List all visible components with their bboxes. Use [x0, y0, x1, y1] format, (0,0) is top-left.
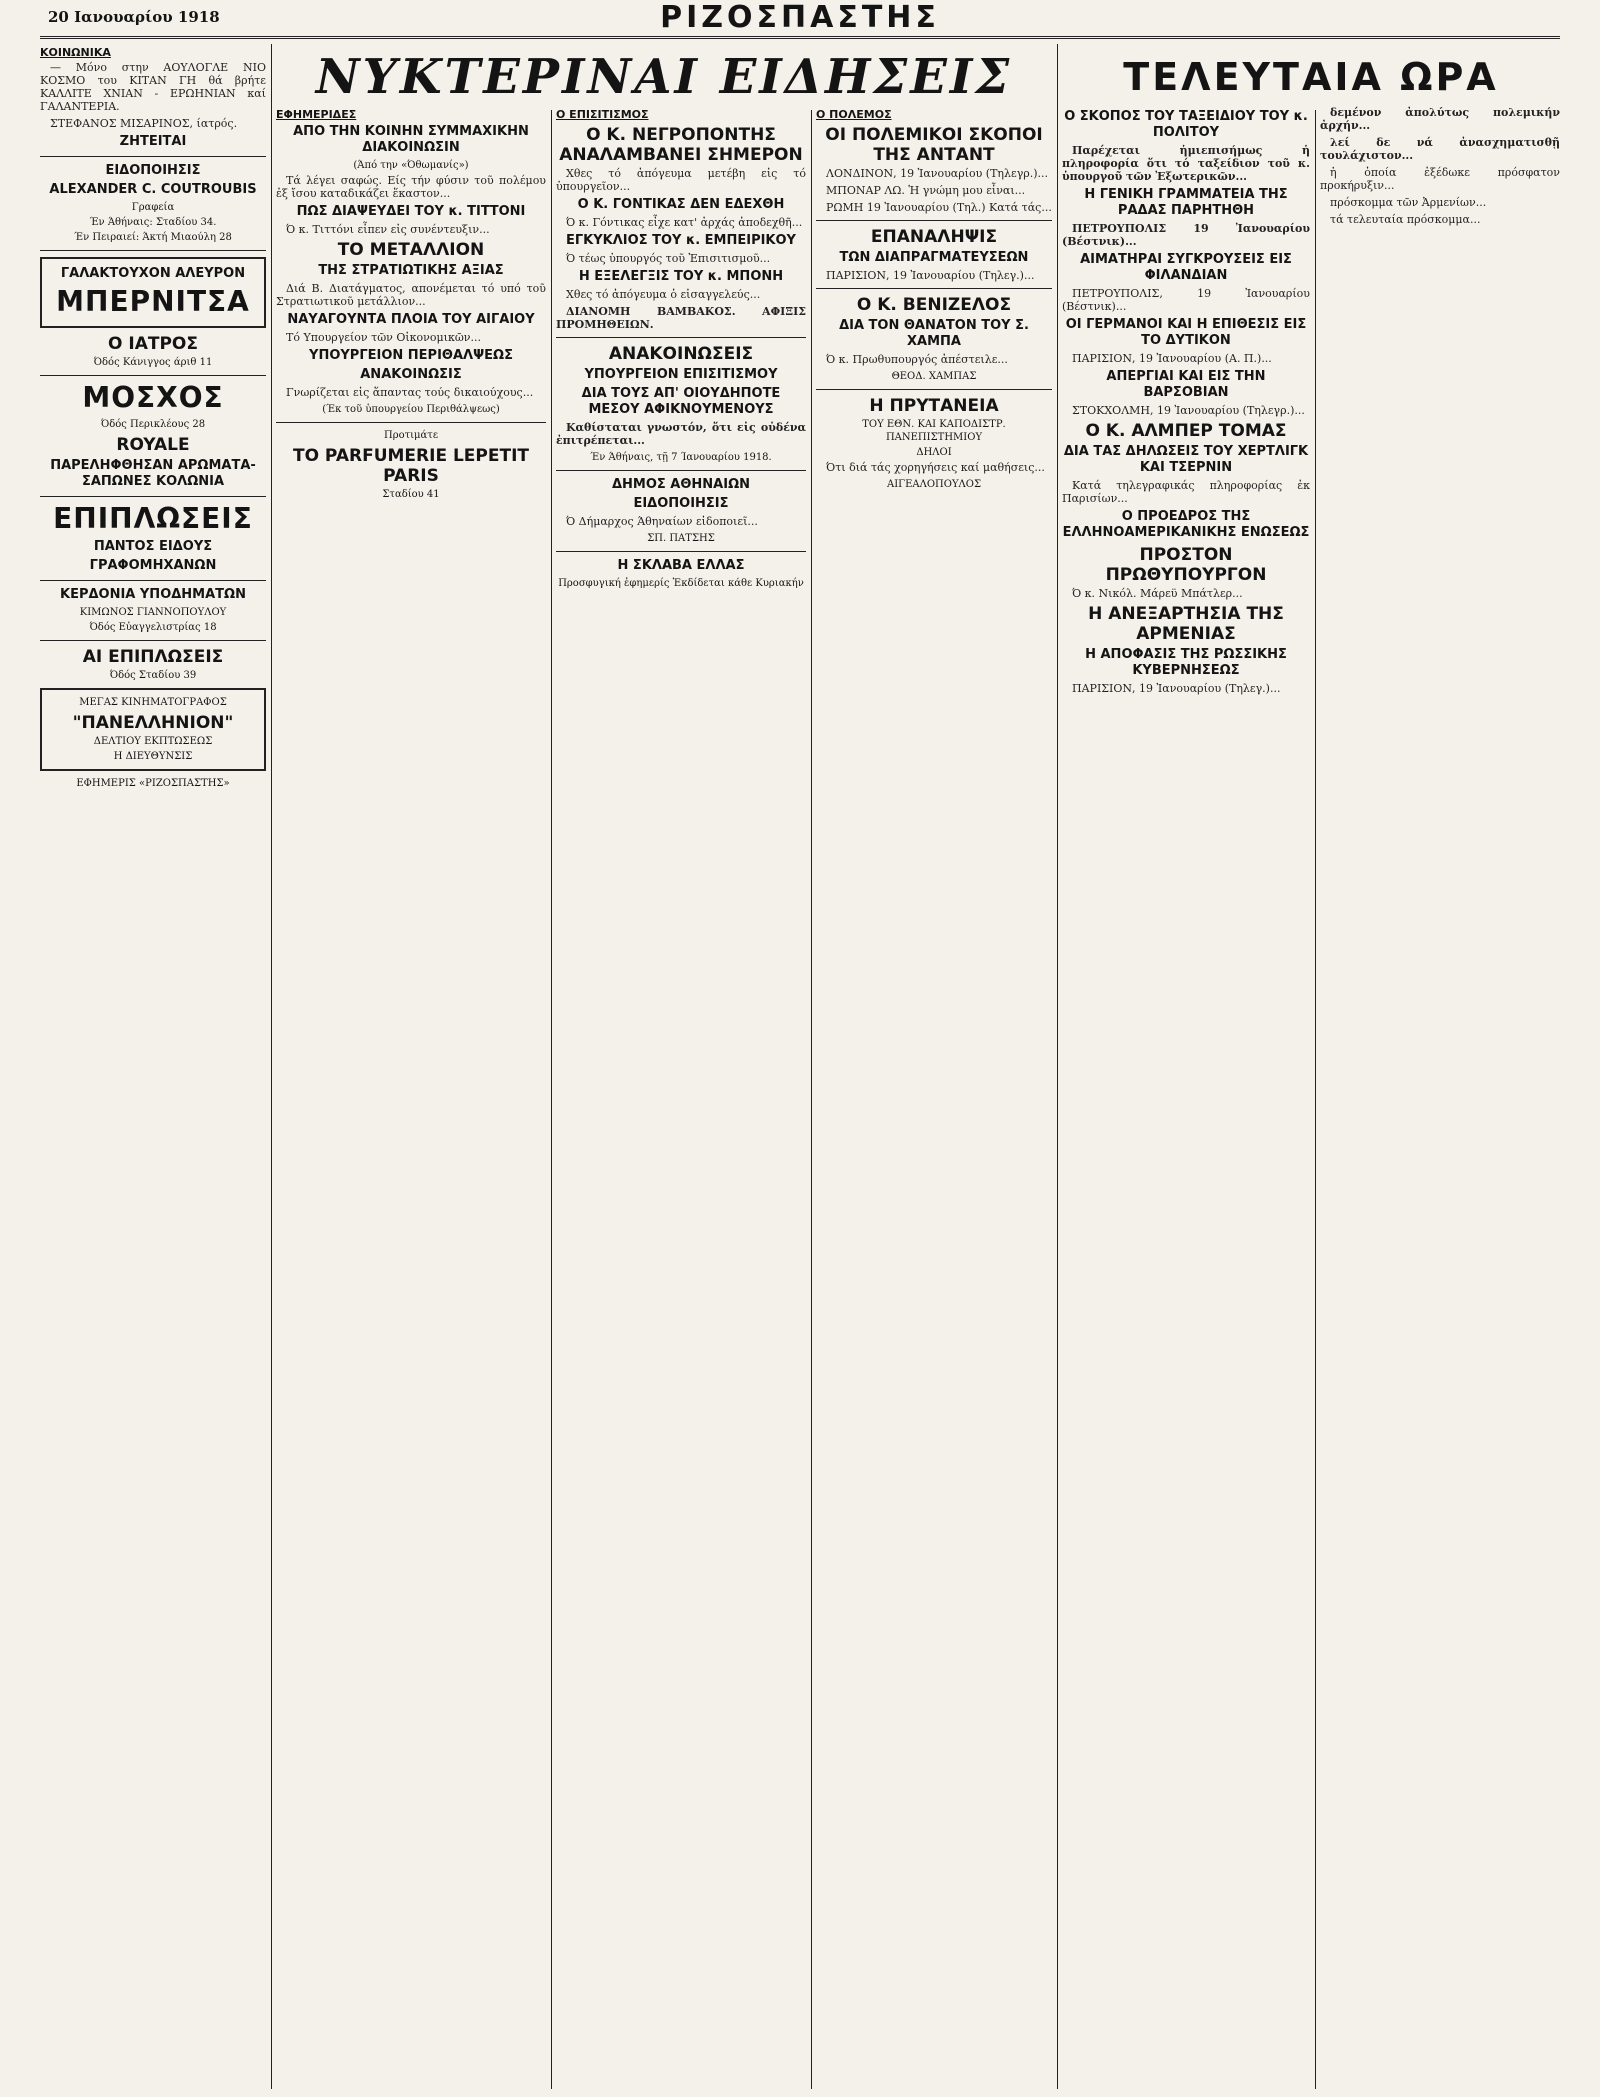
divider [816, 288, 1052, 289]
mayor-signature: ΣΠ. ΠΑΤΣΗΣ [647, 533, 715, 544]
shoes-ad-address: Όδός Εὐαγγελιστρίας 18 [89, 622, 217, 633]
medal-subheading: ΤΗΣ ΣΤΡΑΤΙΩΤΙΚΗΣ ΑΞΙΑΣ [318, 263, 504, 278]
warsaw-strikes-text: ΣΤΟΚΧΟΛΜΗ, 19 Ἰανουαρίου (Τηλεγρ.)... [1072, 404, 1305, 417]
boni-text: Χθες τό ἀπόγευμα ὁ εἰσαγγελεύς... [566, 288, 761, 301]
greek-american-heading: Ο ΠΡΟΕΔΡΟΣ ΤΗΣ ΕΛΛΗΝΟΑΜΕΡΙΚΑΝΙΚΗΣ ΕΝΩΣΕΩΣ [1062, 509, 1310, 540]
shoes-ad: ΚΕΡΔΟΝΙΑ ΥΠΟΔΗΜΑΤΩΝ [60, 587, 246, 602]
politis-trip-text: Παρέχεται ἡμιεπισήμως ἡ πληροφορία ὅτι τό ταξείδιον τοῦ κ. ὑπουργοῦ τῶν Ἐξωτερικῶν... [1062, 144, 1310, 183]
entente-aims-text: ΛΟΝΔΙΝΟΝ, 19 Ἰανουαρίου (Τηλεγρ.)... [826, 167, 1049, 180]
negotiations-heading: ΕΠΑΝΑΛΗΨΙΣ [870, 227, 998, 247]
supply-kicker: Ο ΕΠΙΣΙΤΙΣΜΟΣ [556, 108, 649, 121]
venizelos-text: Ό κ. Πρωθυπουργός ἀπέστειλε... [826, 353, 1008, 366]
armenia-sub: Η ΑΠΟΦΑΣΙΣ ΤΗΣ ΡΩΣΣΙΚΗΣ ΚΥΒΕΡΝΗΣΕΩΣ [1085, 647, 1287, 678]
papers-kicker: ΕΦΗΜΕΡΙΔΕΣ [276, 108, 357, 121]
entente-aims-heading: ΟΙ ΠΟΛΕΜΙΚΟΙ ΣΚΟΠΟΙ ΤΗΣ ΑΝΤΑΝΤ [825, 125, 1043, 165]
rectorate-sub2: ΔΗΛΟΙ [916, 447, 952, 458]
politis-trip-heading: Ο ΣΚΟΠΟΣ ΤΟΥ ΤΑΞΕΙΔΙΟΥ ΤΟΥ κ. ΠΟΛΙΤΟΥ [1064, 109, 1308, 140]
allied-note-text: Τά λέγει σαφώς. Είς τήν φύσιν τοῦ πολέμου ἐξ ἴσου καταδικάζει ἕκαστον... [276, 174, 546, 200]
ships-heading: ΝΑΥΑΓΟΥΝΤΑ ΠΛΟΙΑ ΤΟΥ ΑΙΓΑΙΟΥ [287, 312, 535, 327]
furniture-ad-sub: ΠΑΝΤΟΣ ΕΙΔΟΥΣ [93, 539, 213, 554]
continued-text: λεί δε νά ἀνασχηματισθῇ τουλάχιστον... [1320, 136, 1560, 162]
milk-ad-name: ΜΠΕΡΝΙΤΣΑ [56, 285, 250, 318]
rectorate-sub: ΤΟΥ ΕΘΝ. ΚΑΙ ΚΑΠΟΔΙΣΤΡ. ΠΑΝΕΠΙΣΤΗΜΙΟΥ [862, 419, 1006, 443]
announcements-heading: ΑΝΑΚΟΙΝΩΣΕΙΣ [608, 344, 754, 364]
slave-greece-sub: Προσφυγική ἐφημερίς Ἐκδίδεται κάθε Κυριακήν [558, 578, 804, 589]
boni-heading: Η ΕΞΕΛΕΓΞΙΣ ΤΟΥ κ. ΜΠΟΝΗ [578, 269, 784, 284]
newspaper-name: ΡΙΖΟΣΠΑΣΤΗΣ [660, 0, 940, 35]
rectorate-heading: Η ΠΡΥΤΑΝΕΙΑ [869, 396, 999, 416]
champas-signature: ΘΕΟΔ. ΧΑΜΠΑΣ [891, 371, 977, 382]
last-hour-banner: ΤΕΛΕΥΤΑΙΑ ΩΡΑ [1123, 55, 1499, 99]
rada-heading: Η ΓΕΝΙΚΗ ΓΡΑΜΜΑΤΕΙΑ ΤΗΣ ΡΑΔΑΣ ΠΑΡΗΤΗΘΗ [1084, 187, 1288, 218]
column-divider [271, 44, 272, 2089]
social-item: — Μόνο στην ΑΟΥΛΟΓΛΕ ΝΙΟ ΚΟΣΜΟ του ΚΙΤΑΝ ΓΗ θά βρήτε ΚΑΛΛΙΤΕ ΧΝΙΑΝ - ΕΡΩΗΝΙΑΝ καί ΓΑΛΑΝΤΕΡΙΑ. [40, 61, 266, 113]
cinema-ad-sub: ΔΕΛΤΙΟΥ ΕΚΠΤΩΣΕΩΣ [93, 736, 213, 747]
albert-thomas-heading: Ο Κ. ΑΛΜΠΕΡ ΤΟΜΑΣ [1085, 421, 1287, 441]
cinema-ad-top: ΜΕΓΑΣ ΚΙΝΗΜΑΤΟΓΡΑΦΟΣ [79, 697, 227, 708]
negroponte-heading: Ο Κ. ΝΕΓΡΟΠΟΝΤΗΣ ΑΝΑΛΑΜΒΑΝΕΙ ΣΗΜΕΡΟΝ [559, 125, 803, 165]
cinema-ad-foot: Η ΔΙΕΥΘΥΝΣΙΣ [113, 751, 193, 762]
continued-text: πρόσκομμα τῶν Ἀρμενίων... [1330, 196, 1487, 209]
issue-date: 20 Ιανουαρίου 1918 [48, 8, 220, 26]
column-2 [276, 44, 546, 2089]
western-front-heading: ΟΙ ΓΕΡΜΑΝΟΙ ΚΑΙ Η ΕΠΙΘΕΣΙΣ ΕΙΣ ΤΟ ΔΥΤΙΚΟΝ [1065, 317, 1307, 348]
negroponte-text: Χθες τό ἀπόγευμα μετέβη εἰς τό ὑπουργεῖον... [556, 167, 806, 193]
doctor-ad-title: Ο ΙΑΤΡΟΣ [108, 334, 198, 354]
rector-signature: ΑΙΓΕΑΛΟΠΟΥΛΟΣ [886, 479, 982, 490]
ships-text: Τό Υπουργείον τῶν Οἰκονομικῶν... [286, 331, 481, 344]
continued-text: δεμένον ἀπολύτως πολεμικήν ἀρχήν... [1320, 106, 1560, 132]
greek-american-sub: ΠΡΟΣΤΟΝ ΠΡΩΘΥΠΟΥΡΓΟΝ [1105, 545, 1267, 585]
wanted-heading: ΖΗΤΕΙΤΑΙ [119, 134, 187, 149]
announce-date: Έν Άθήναις, τῇ 7 Ίανουαρίου 1918. [590, 452, 772, 463]
divider [816, 389, 1052, 390]
war-kicker: Ο ΠΟΛΕΜΟΣ [816, 108, 892, 121]
armenia-heading: Η ΑΝΕΞΑΡΤΗΣΙΑ ΤΗΣ ΑΡΜΕΝΙΑΣ [1088, 604, 1284, 644]
divider [816, 220, 1052, 221]
moschos-address: Όδός Περικλέους 28 [100, 419, 206, 430]
tittoni-text: Ό κ. Τιττόνι εἶπεν εἰς συνέντευξιν... [286, 223, 490, 236]
column-5 [1062, 44, 1310, 2089]
ai-furniture-ad: ΑΙ ΕΠΙΠΛΩΣΕΙΣ [82, 647, 224, 667]
warsaw-strikes-heading: ΑΠΕΡΓΙΑΙ ΚΑΙ ΕΙΣ ΤΗΝ ΒΑΡΣΟΒΙΑΝ [1106, 369, 1266, 400]
welfare-ministry-sub: ΑΝΑΚΟΙΝΩΣΙΣ [360, 367, 462, 382]
masthead [40, 0, 1560, 35]
municipality-text: Ό Δήμαρχος Άθηναίων εἰδοποιεῖ... [566, 515, 758, 528]
divider [40, 156, 266, 157]
offices-athens: Έν Άθήναις: Σταδίου 34. [89, 217, 217, 228]
greek-american-text: Ό κ. Νικόλ. Μάρεϋ Μπάτλερ... [1072, 587, 1243, 600]
bonar-law-text: ΜΠΟΝΑΡ ΛΩ. Ἡ γνώμη μου εἶναι... [826, 184, 1026, 197]
ai-furniture-address: Όδός Σταδίου 39 [109, 670, 197, 681]
negotiations-sub: ΤΩΝ ΔΙΑΠΡΑΓΜΑΤΕΥΣΕΩΝ [839, 250, 1029, 265]
column-divider [1057, 44, 1058, 2089]
slave-greece-heading: Η ΣΚΛΑΒΑ ΕΛΛΑΣ [617, 558, 745, 573]
western-front-text: ΠΑΡΙΣΙΟΝ, 19 Ἰανουαρίου (Α. Π.)... [1072, 352, 1272, 365]
welfare-ministry-heading: ΥΠΟΥΡΓΕΙΟΝ ΠΕΡΙΘΑΛΨΕΩΣ [309, 348, 513, 363]
divider [556, 337, 806, 338]
notice-heading: ΕΙΔΟΠΟΙΗΣΙΣ [105, 163, 201, 178]
finland-heading: ΑΙΜΑΤΗΡΑΙ ΣΥΓΚΡΟΥΣΕΙΣ ΕΙΣ ΦΙΛΑΝΔΙΑΝ [1080, 252, 1292, 283]
divider [276, 422, 546, 423]
arrivals-ad: ΠΑΡΕΛΗΦΘΗΣΑΝ ΑΡΩΜΑΤΑ-ΣΑΠΩΝΕΣ ΚΟΛΩΝΙΑ [50, 458, 256, 489]
welfare-ministry-text: Γνωρίζεται εἰς ἅπαντας τούς δικαιούχους... [286, 386, 534, 399]
finland-text: ΠΕΤΡΟΥΠΟΛΙΣ, 19 Ἰανουαρίου (Βέστνικ)... [1062, 287, 1310, 313]
albert-thomas-sub: ΔΙΑ ΤΑΣ ΔΗΛΩΣΕΙΣ ΤΟΥ ΧΕΡΤΛΙΓΚ ΚΑΙ ΤΣΕΡΝΙΝ [1063, 444, 1309, 475]
gontikas-text: Ό κ. Γόντικας εἶχε κατ' ἀρχάς ἀποδεχθῆ... [566, 216, 803, 229]
offices-label: Γραφεία [131, 202, 175, 213]
social-section-title: ΚΟΙΝΩΝΙΚΑ [40, 46, 111, 59]
divider [556, 470, 806, 471]
armenia-text: ΠΑΡΙΣΙΟΝ, 19 Ἰανουαρίου (Τηλεγ.)... [1072, 682, 1281, 695]
cotton-item: ΔΙΑΝΟΜΗ ΒΑΜΒΑΚΟΣ. ΑΦΙΞΙΣ ΠΡΟΜΗΘΕΙΩΝ. [556, 305, 806, 331]
footer-label: ΕΦΗΜΕΡΙΣ «ΡΙΖΟΣΠΑΣΤΗΣ» [76, 778, 230, 789]
column-divider [1315, 110, 1316, 2089]
announcements-sub: ΥΠΟΥΡΓΕΙΟΝ ΕΠΙΣΙΤΙΣΜΟΥ [584, 367, 778, 382]
tittoni-heading: ΠΩΣ ΔΙΑΨΕΥΔΕΙ ΤΟΥ κ. ΤΙΤΤΟΝΙ [296, 204, 526, 219]
masthead-rule [40, 36, 1560, 39]
column-divider [811, 110, 812, 2089]
milk-ad-top: ΓΑΛΑΚΤΟΥΧΟΝ ΑΛΕΥΡΟΝ [60, 266, 246, 281]
continued-text: τά τελευταία πρόσκομμα... [1330, 213, 1481, 226]
milk-ad [40, 257, 266, 328]
cinema-ad [40, 688, 266, 771]
divider [40, 375, 266, 376]
negotiations-text: ΠΑΡΙΣΙΟΝ, 19 Ἰανουαρίου (Τηλεγ.)... [826, 269, 1035, 282]
divider [40, 250, 266, 251]
continued-text: ἡ ὁποία ἐξέδωκε πρόσφατον προκήρυξιν... [1320, 166, 1560, 192]
divider [556, 551, 806, 552]
albert-thomas-text: Κατά τηλεγραφικάς πληροφορίας ἐκ Παρισίων... [1062, 479, 1310, 505]
municipality-sub: ΕΙΔΟΠΟΙΗΣΙΣ [633, 496, 729, 511]
allied-note-source: (Άπό την «Όθωμανίς») [353, 160, 469, 171]
furniture-ad: ΕΠΙΠΛΩΣΕΙΣ [53, 502, 253, 535]
municipality-heading: ΔΗΜΟΣ ΑΘΗΝΑΙΩΝ [611, 477, 751, 492]
venizelos-sub: ΔΙΑ ΤΟΝ ΘΑΝΑΤΟΝ ΤΟΥ Σ. ΧΑΜΠΑ [839, 318, 1029, 349]
royale-ad: ROYALE [116, 435, 190, 455]
perfume-ad: ΤΟ PARFUMERIE LEPETIT PARIS [292, 446, 530, 486]
divider [40, 640, 266, 641]
typewriters-ad: ΓΡΑΦΟΜΗΧΑΝΩΝ [89, 558, 217, 573]
medal-text: Διά Β. Διατάγματος, απονέμεται τό υπό τοῦ Στρατιωτικοῦ μετάλλιον... [276, 282, 546, 308]
column-1 [40, 44, 266, 2089]
column-3 [556, 44, 806, 2089]
cinema-ad-name: "ΠΑΝΕΛΛΗΝΙΟΝ" [72, 713, 234, 733]
coutroubis-name: ALEXANDER C. COUTROUBIS [49, 182, 257, 197]
night-news-banner: ΝΥΚΤΕΡΙΝΑΙ ΕΙΔΗΣΕΙΣ [315, 49, 1013, 105]
rectorate-text: Ότι διά τάς χορηγήσεις καί μαθήσεις... [826, 461, 1045, 474]
empeirikos-heading: ΕΓΚΥΚΛΙΟΣ ΤΟΥ κ. ΕΜΠΕΙΡΙΚΟΥ [566, 233, 796, 248]
moschos-ad: ΜΟΣΧΟΣ [82, 381, 224, 414]
medal-heading: ΤΟ ΜΕΤΑΛΛΙΟΝ [337, 240, 485, 260]
column-divider [551, 110, 552, 2089]
travelers-heading: ΔΙΑ ΤΟΥΣ ΑΠ' ΟΙΟΥΔΗΠΟΤΕ ΜΕΣΟΥ ΑΦΙΚΝΟΥΜΕΝΟΥΣ [581, 386, 781, 417]
allied-note-heading: ΑΠΟ ΤΗΝ ΚΟΙΝΗΝ ΣΥΜΜΑΧΙΚΗΝ ΔΙΑΚΟΙΝΩΣΙΝ [293, 124, 529, 155]
travelers-text: Καθίσταται γνωστόν, ὅτι εἰς οὐδένα ἐπιτρέπεται... [556, 421, 806, 447]
divider [40, 496, 266, 497]
rada-text: ΠΕΤΡΟΥΠΟΛΙΣ 19 Ἰανουαρίου (Βέστνικ)... [1062, 222, 1310, 248]
shoes-ad-name: ΚΙΜΩΝΟΣ ΓΙΑΝΝΟΠΟΥΛΟΥ [79, 607, 227, 618]
perfume-ad-pre: Προτιμάτε [383, 430, 439, 441]
empeirikos-text: Ό τέως ὑπουργός τοῦ Ἐπισιτισμοῦ... [566, 252, 771, 265]
doctor-ad-address: Όδός Κάνιγγος άριθ 11 [93, 357, 213, 368]
social-item: ΣΤΕΦΑΝΟΣ ΜΙΣΑΡΙΝΟΣ, ίατρός. [50, 117, 238, 130]
perfume-ad-address: Σταδίου 41 [382, 489, 440, 500]
rome-text: ΡΩΜΗ 19 Ἰανουαρίου (Τηλ.) Κατά τάς... [826, 201, 1052, 214]
offices-piraeus: Έν Πειραιεί: Άκτή Μιαούλη 28 [74, 232, 232, 243]
gontikas-heading: Ο Κ. ΓΟΝΤΙΚΑΣ ΔΕΝ ΕΔΕΧΘΗ [577, 197, 785, 212]
column-4 [816, 44, 1052, 2089]
column-6 [1320, 44, 1560, 2089]
divider [40, 580, 266, 581]
welfare-ministry-note: (Έκ τοῦ ὑπουργείου Περιθάλψεως) [322, 404, 500, 415]
venizelos-heading: Ο Κ. ΒΕΝΙΖΕΛΟΣ [856, 295, 1012, 315]
